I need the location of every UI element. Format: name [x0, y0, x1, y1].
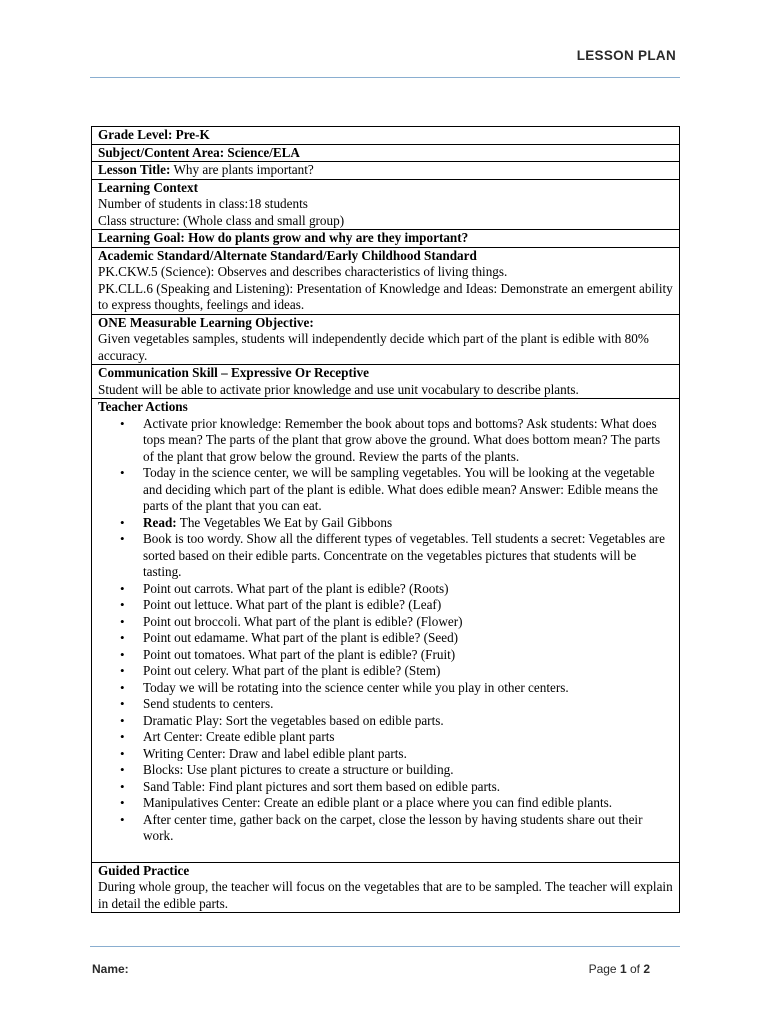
list-item: • Point out tomatoes. What part of the plant is edible? (Fruit)	[143, 647, 673, 664]
row-learning-context	[92, 179, 680, 230]
teacher-actions-cell	[92, 399, 680, 863]
list-item: • Blocks: Use plant pictures to create a structure or building.	[143, 762, 673, 779]
academic-standard-heading: Academic Standard/Alternate Standard/Early Childhood Standard	[98, 247, 477, 263]
learning-context-heading: Learning Context	[98, 179, 199, 195]
list-item: • Sand Table: Find plant pictures and sort them based on edible parts.	[143, 779, 673, 796]
row-academic-standard	[92, 247, 680, 314]
page-total: 2	[643, 962, 650, 976]
row-communication-skill	[92, 365, 680, 399]
page-prefix: Page	[588, 962, 620, 976]
communication-skill-cell	[92, 365, 680, 399]
read-label: Read:	[143, 514, 177, 530]
guided-practice-cell	[92, 862, 680, 913]
teacher-actions-list	[98, 416, 673, 845]
list-item: • Art Center: Create edible plant parts	[143, 729, 673, 746]
list-item: • Manipulatives Center: Create an edible plant or a place where you can find edible plants.	[143, 795, 673, 812]
learning-objective-cell	[92, 314, 680, 365]
list-item: • Send students to centers.	[143, 696, 673, 713]
subject-content-area: Subject/Content Area: Science/ELA	[92, 144, 680, 162]
learning-goal: Learning Goal: How do plants grow and why are they important?	[92, 230, 680, 248]
learning-context-cell	[92, 179, 680, 230]
name-label: Name:	[92, 962, 129, 976]
row-learning-goal	[92, 230, 680, 248]
header-divider	[90, 77, 680, 78]
communication-skill-text: Student will be able to activate prior knowledge and use unit vocabulary to describe plants.	[98, 381, 579, 397]
list-item: • Point out lettuce. What part of the plant is edible? (Leaf)	[143, 597, 673, 614]
list-item: • Point out edamame. What part of the plant is edible? (Seed)	[143, 630, 673, 647]
teacher-actions-heading: Teacher Actions	[98, 399, 188, 414]
row-lesson-title	[92, 162, 680, 180]
list-item: • Today we will be rotating into the science center while you play in other centers.	[143, 680, 673, 697]
guided-practice-heading: Guided Practice	[98, 862, 190, 878]
students-count: Number of students in class:18 students	[98, 196, 308, 211]
row-learning-objective	[92, 314, 680, 365]
row-subject	[92, 144, 680, 162]
list-item: • Today in the science center, we will be sampling vegetables. You will be looking at the vegetable and deciding which part of the plant is edible. What does edible mean? Answer: Edible means the parts of the plant that you can eat.	[143, 465, 673, 515]
row-guided-practice	[92, 862, 680, 913]
spacer	[98, 845, 673, 862]
list-item: • Activate prior knowledge: Remember the book about tops and bottoms? Ask students: What does tops mean? The parts of the plant that grow above the ground. What does bottom mean? The parts of the plant that grow below the ground. Review the parts of the plants.	[143, 416, 673, 466]
class-structure: Class structure: (Whole class and small group)	[98, 212, 345, 228]
page-of: of	[626, 962, 644, 976]
page-number	[589, 962, 650, 976]
list-item: • Point out celery. What part of the plant is edible? (Stem)	[143, 663, 673, 680]
read-book-title: The Vegetables We Eat by Gail Gibbons	[176, 514, 393, 530]
standard-speaking-listening: PK.CLL.6 (Speaking and Listening): Presentation of Knowledge and Ideas: Demonstrate an emergent ability to express thoughts, feelings and ideas.	[98, 280, 673, 312]
page-current: 1	[619, 962, 627, 976]
list-item: • After center time, gather back on the carpet, close the lesson by having students share out their work.	[143, 812, 673, 845]
guided-practice-text: During whole group, the teacher will focus on the vegetables that are to be sampled. The teacher will explain in detail the edible parts.	[98, 879, 673, 911]
footer-divider	[90, 946, 680, 947]
standard-science: PK.CKW.5 (Science): Observes and describes characteristics of living things.	[98, 264, 508, 279]
communication-skill-heading: Communication Skill – Expressive Or Receptive	[98, 365, 369, 380]
list-item: • Writing Center: Draw and label edible plant parts.	[143, 746, 673, 763]
row-grade-level	[92, 127, 680, 145]
row-teacher-actions	[92, 399, 680, 863]
learning-objective-text: Given vegetables samples, students will independently decide which part of the plant is edible with 80% accuracy.	[98, 331, 649, 363]
grade-level: Grade Level: Pre-K	[92, 127, 680, 145]
list-item-read	[143, 515, 673, 532]
academic-standard-cell	[92, 247, 680, 314]
lesson-title-cell	[92, 162, 680, 180]
list-item: • Point out carrots. What part of the plant is edible? (Roots)	[143, 581, 673, 598]
learning-objective-heading: ONE Measurable Learning Objective:	[98, 314, 314, 330]
document-header-title: LESSON PLAN	[576, 48, 676, 63]
list-item: • Dramatic Play: Sort the vegetables based on edible parts.	[143, 713, 673, 730]
lesson-title-label: Lesson Title:	[98, 162, 171, 177]
lesson-plan-table	[91, 126, 680, 913]
lesson-title-value: Why are plants important?	[170, 162, 314, 177]
list-item: • Point out broccoli. What part of the plant is edible? (Flower)	[143, 614, 673, 631]
list-item: • Book is too wordy. Show all the different types of vegetables. Tell students a secret: Vegetables are sorted based on their edible parts. Concentrate on the vegetables pictures that students will be tasting.	[143, 531, 673, 581]
